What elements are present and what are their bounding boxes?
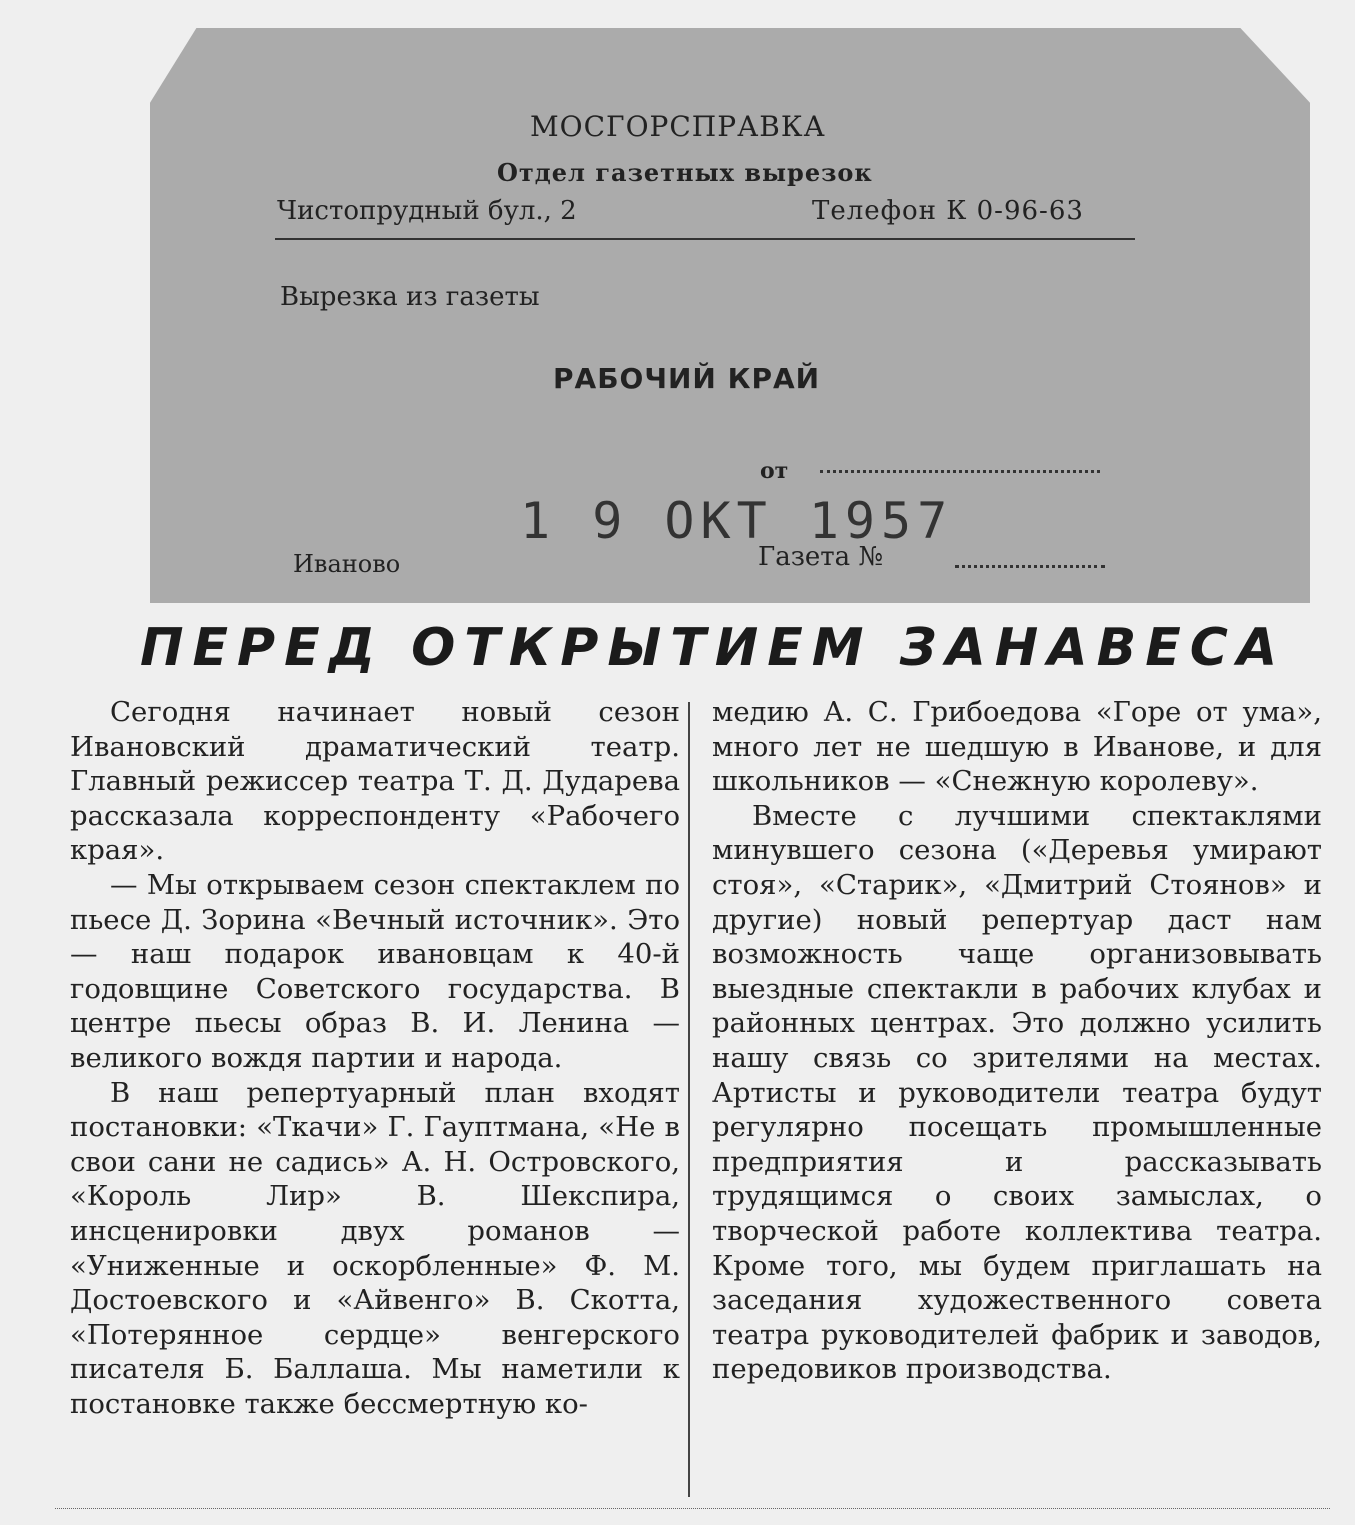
date-stamp: 1 9 ОКТ 1957 xyxy=(520,492,954,550)
paragraph: Вместе с лучшими спектаклями минувшего сезона («Деревья умирают стоя», «Старик», «Дмитрий Стоянов» и другие) новый репертуар даст нам возможность чаще организовывать выездные спектакли в рабочих клубах и районных центрах. Это должно усилить нашу связь со зрителями на местах. Артисты и руководители театра будут регулярно посещать промышленные предприятия и рассказывать трудящимся о своих замыслах, о творческой работе коллектива театра. Кроме того, мы будем приглашать на заседания художественного совета театра руководителей фабрик и заводов, передовиков производства. xyxy=(712,799,1322,1386)
city-name: Иваново xyxy=(293,550,401,578)
column-divider xyxy=(688,702,690,1497)
paragraph: Сегодня начинает новый сезон Ивановский драматический театр. Главный режиссер театра Т. Д. Дударева рассказала корреспонденту «Рабочего края». xyxy=(70,696,680,867)
bottom-divider xyxy=(55,1508,1330,1509)
address: Чистопрудный бул., 2 xyxy=(277,196,577,226)
paragraph: медию А. С. Грибоедова «Горе от ума», много лет не шедшую в Иванове, и для школьников — «Снежную королеву». xyxy=(712,696,1322,798)
article-left-column xyxy=(70,695,680,1421)
issue-blank-line xyxy=(955,565,1105,568)
organization-name: МОСГОРСПРАВКА xyxy=(530,110,826,143)
from-label: от xyxy=(760,458,789,484)
paragraph: В наш репертуарный план входят постановки: «Ткачи» Г. Гауптмана, «Не в свои сани не садись» А. Н. Островского, «Король Лир» В. Шекспира, инсценировки двух романов — «Униженные и оскорбленные» Ф. М. Достоевского и «Айвенго» В. Скотта, «Потерянное сердце» венгерского писателя Б. Баллаша. Мы наметили к постановке также бессмертную ко- xyxy=(70,1076,680,1420)
newspaper-name: РАБОЧИЙ КРАЙ xyxy=(553,362,821,395)
department-name: Отдел газетных вырезок xyxy=(497,158,873,187)
paragraph: — Мы открываем сезон спектаклем по пьесе Д. Зорина «Вечный источник». Это — наш подарок ивановцам к 40-й годовщине Советского государства. В центре пьесы образ В. И. Ленина — великого вождя партии и народа. xyxy=(70,868,680,1074)
header-divider xyxy=(275,238,1135,240)
clipping-label: Вырезка из газеты xyxy=(280,282,540,312)
phone-number: Телефон К 0-96-63 xyxy=(812,196,1084,226)
issue-label: Газета № xyxy=(758,542,884,572)
date-blank-line xyxy=(820,470,1100,473)
article-headline: ПЕРЕД ОТКРЫТИЕМ ЗАНАВЕСА xyxy=(140,618,1287,678)
article-right-column xyxy=(712,695,1322,1387)
